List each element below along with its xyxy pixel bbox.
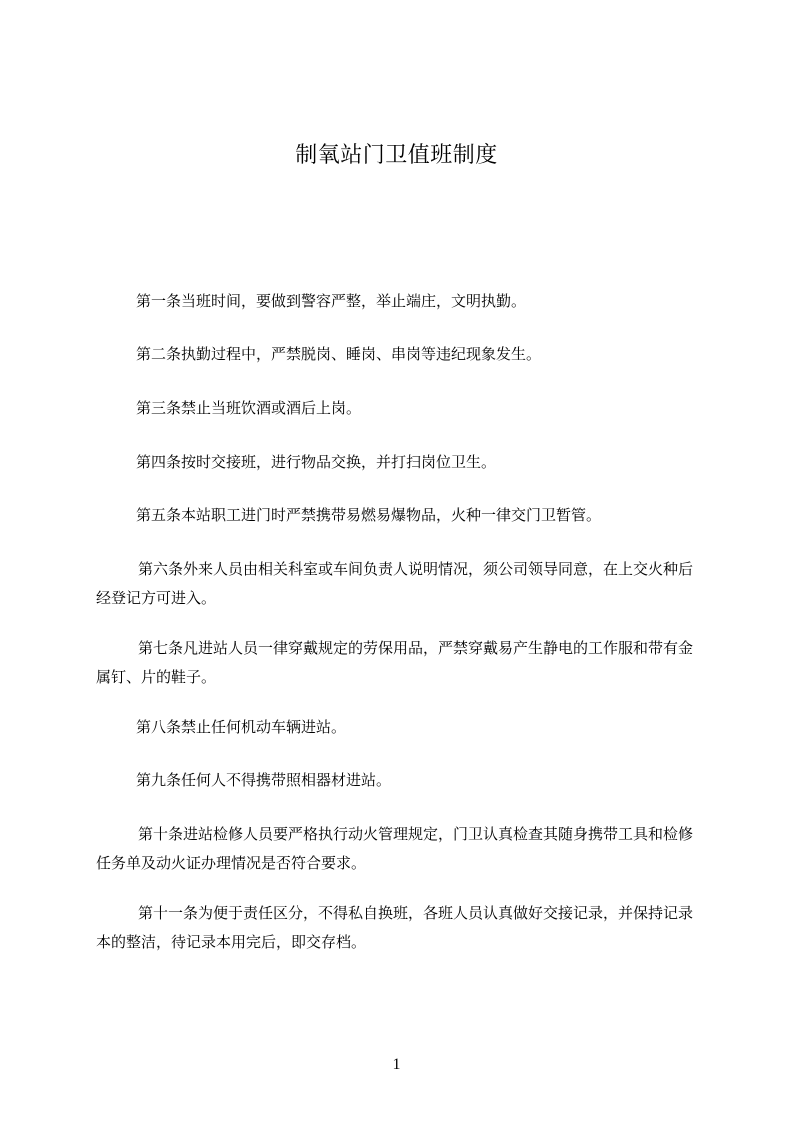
article-10: 第十条进站检修人员要严格执行动火管理规定，门卫认真检查其随身携带工具和检修任务单及动火证办理情况是否符合要求。 xyxy=(96,825,694,872)
article-9: 第九条任何人不得携带照相器材进站。 xyxy=(136,771,392,789)
article-1: 第一条当班时间，要做到警容严整，举止端庄，文明执勤。 xyxy=(136,292,527,310)
article-3: 第三条禁止当班饮酒或酒后上岗。 xyxy=(136,399,362,417)
article-7: 第七条凡进站人员一律穿戴规定的劳保用品，严禁穿戴易产生静电的工作服和带有金属钉、片的鞋子。 xyxy=(96,639,694,686)
article-6: 第六条外来人员由相关科室或车间负责人说明情况，须公司领导同意，在上交火种后经登记方可进入。 xyxy=(96,560,694,607)
article-8: 第八条禁止任何机动车辆进站。 xyxy=(136,718,347,736)
article-2: 第二条执勤过程中，严禁脱岗、睡岗、串岗等违纪现象发生。 xyxy=(136,345,542,363)
document-title: 制氧站门卫值班制度 xyxy=(295,143,498,168)
page-number: 1 xyxy=(392,1056,401,1073)
article-5: 第五条本站职工进门时严禁携带易燃易爆物品，火种一律交门卫暂管。 xyxy=(136,506,602,524)
article-11: 第十一条为便于责任区分，不得私自换班，各班人员认真做好交接记录，并保持记录本的整洁，待记录本用完后，即交存档。 xyxy=(96,904,694,951)
article-4: 第四条按时交接班，进行物品交换，并打扫岗位卫生。 xyxy=(136,453,497,471)
